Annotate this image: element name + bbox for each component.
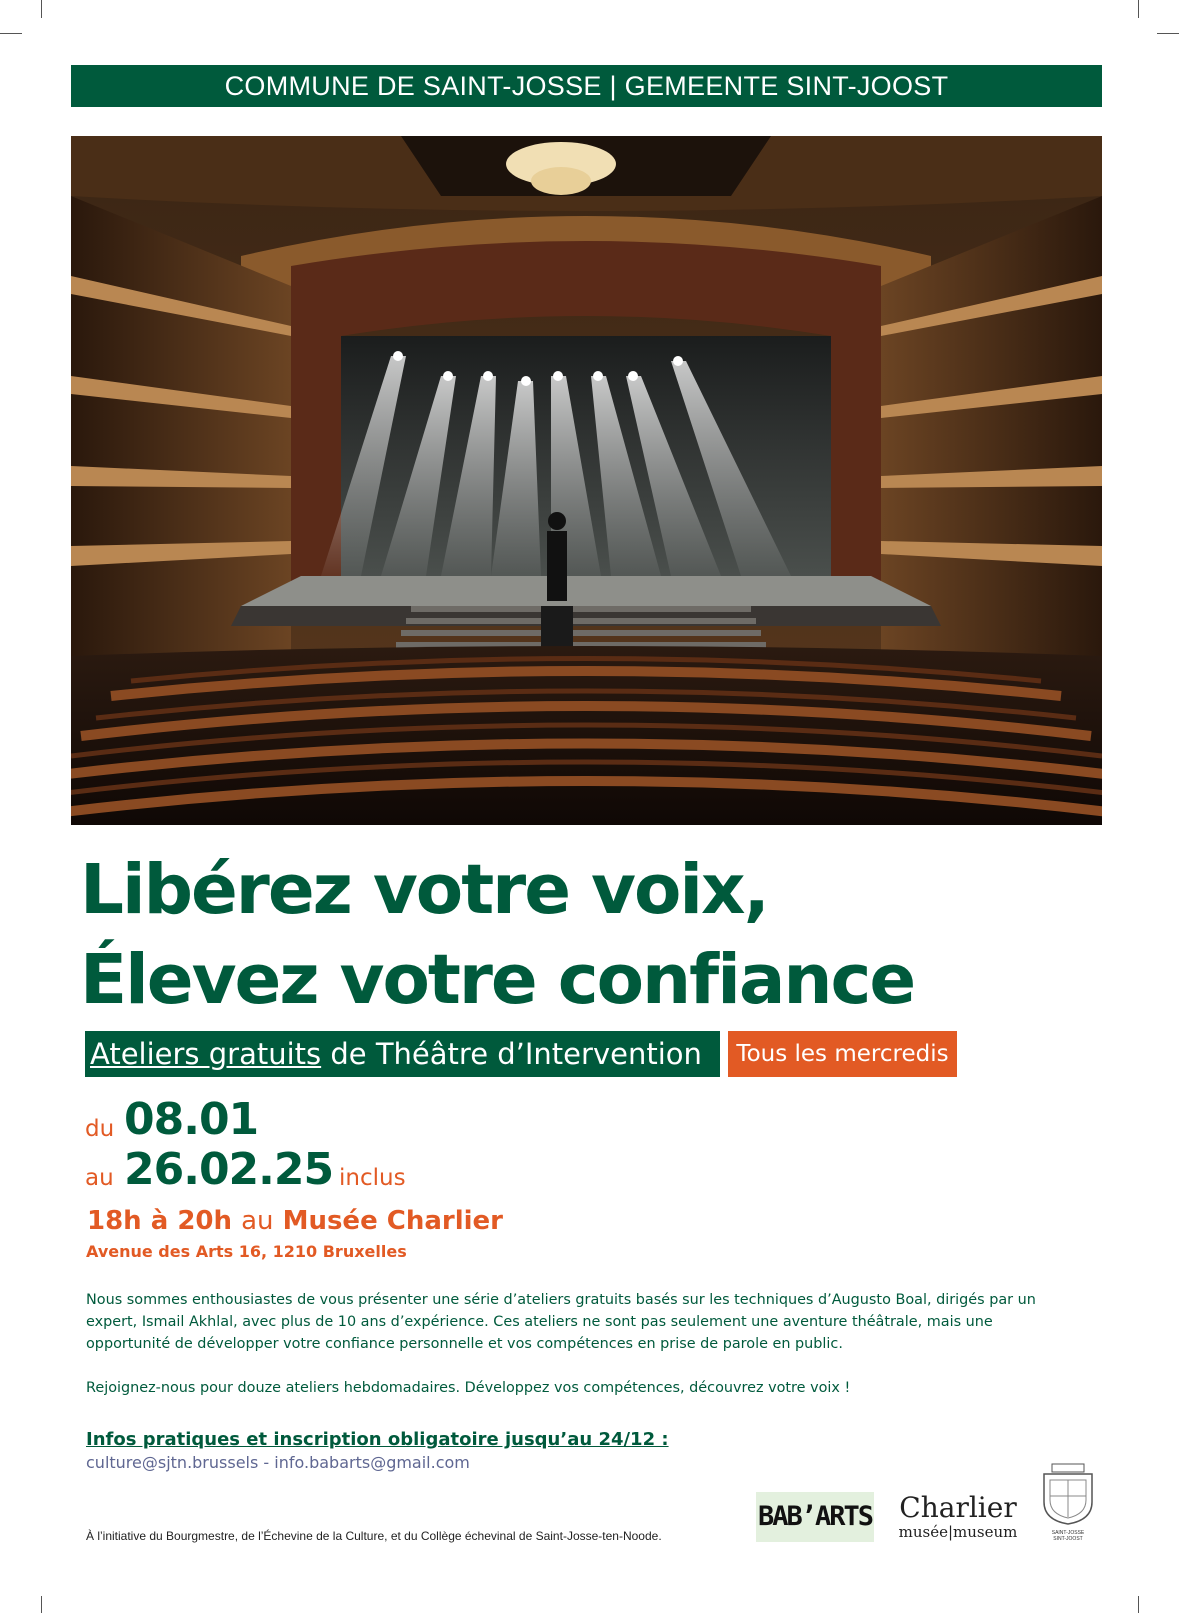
hours-at: au — [241, 1206, 274, 1236]
subtitle-highlight: Ateliers gratuits — [90, 1037, 322, 1071]
subtitle-rest: de Théâtre d’Intervention — [321, 1037, 702, 1071]
crop-mark — [1138, 1596, 1139, 1613]
saint-josse-seal-logo — [1040, 1462, 1096, 1542]
subtitle-banner — [85, 1031, 720, 1077]
charlier-logo — [896, 1491, 1020, 1541]
seal-caption-2: SINT-JOOST — [1053, 1536, 1083, 1542]
hours: 18h à 20h — [87, 1206, 233, 1236]
title-line-1: Libérez votre voix, — [80, 850, 768, 930]
crop-mark — [1138, 0, 1139, 18]
venue: Musée Charlier — [282, 1206, 503, 1236]
title-line-2: Élevez votre confiance — [80, 940, 915, 1020]
venue-address: Avenue des Arts 16, 1210 Bruxelles — [86, 1242, 407, 1261]
crop-mark — [41, 0, 42, 18]
crop-mark — [41, 1596, 42, 1613]
date-from-label: du — [85, 1116, 115, 1142]
body-paragraph-2: Rejoignez-nous pour douze ateliers hebdomadaires. Développez vos compétences, découvrez votre voix ! — [86, 1380, 851, 1396]
registration-heading: Infos pratiques et inscription obligatoire jusqu’au 24/12 : — [86, 1429, 669, 1450]
date-to-value: 26.02.25 — [124, 1144, 334, 1195]
commune-header: COMMUNE DE SAINT-JOSSE | GEMEENTE SINT-JOOST — [71, 65, 1102, 107]
date-to-label: au — [85, 1165, 114, 1191]
date-from-value: 08.01 — [124, 1094, 259, 1145]
schedule-badge: Tous les mercredis — [728, 1031, 957, 1077]
charlier-subtitle: musée|museum — [898, 1523, 1018, 1541]
footer-credit: À l’initiative du Bourgmestre, de l’Échevine de la Culture, et du Collège échevinal de Saint-Josse-ten-Noode. — [86, 1529, 662, 1543]
date-inclusive: inclus — [339, 1165, 406, 1191]
theatre-photo — [71, 136, 1102, 825]
charlier-name: Charlier — [899, 1491, 1017, 1524]
seal-icon — [1040, 1462, 1096, 1526]
body-paragraph-1: Nous sommes enthousiastes de vous présenter une série d’ateliers gratuits basés sur les techniques d’Augusto Boal, dirigés par un expert, Ismail Akhlal, avec plus de 10 ans d’expérience. Ces ateliers ne sont pas seulement une aventure théâtrale, mais une opportunité de développer votre confiance personnelle et vos compétences en prise de parole en public. — [86, 1292, 1036, 1352]
seal-caption-1: SAINT-JOSSE — [1051, 1530, 1085, 1536]
hours-venue — [87, 1206, 503, 1236]
crop-mark — [1157, 33, 1179, 34]
babarts-logo: BAB’ARTS — [756, 1492, 874, 1542]
crop-mark — [0, 33, 22, 34]
contact-emails[interactable]: culture@sjtn.brussels - info.babarts@gmail.com — [86, 1453, 470, 1472]
